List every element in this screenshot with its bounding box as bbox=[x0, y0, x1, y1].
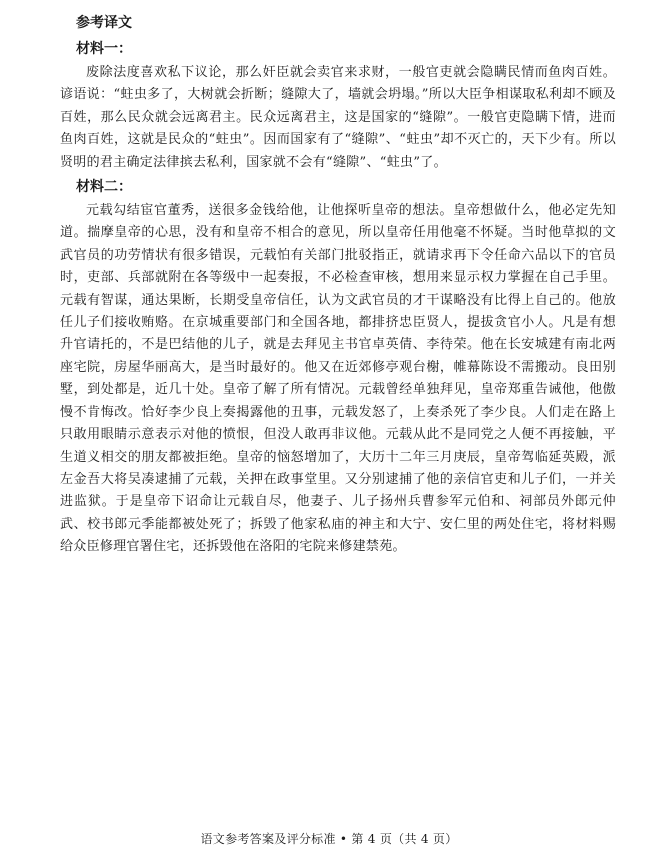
page-title: 参考译文 bbox=[76, 15, 132, 31]
section-1-label: 材料一： bbox=[76, 41, 132, 57]
document-page bbox=[60, 10, 616, 559]
section-2-paragraph: 元载勾结宦官董秀，送很多金钱给他，让他探听皇帝的想法。皇帝想做什么，他必定先知道。揣摩皇帝的心思，没有和皇帝不相合的意见，所以皇帝任用他毫不怀疑。当时他草拟的文武官员的功劳情状有很多错误，元载怕有关部门批驳指正，就请求再下令任命六品以下的官员时，吏部、兵部就附在各等级中一起奏报，不必检查审核，想用来显示权力掌握在自己手里。元载有智谋，通达果断，长期受皇帝信任，认为文武官员的才干谋略没有比得上自己的。他放任儿子们接收贿赂。在京城重要部门和全国各地，都排挤忠臣贤人，提拔贪官小人。凡是有想升官请托的，不是巴结他的儿子，就是去拜见主书官卓英倩、李待荣。他在长安城建有南北两座宅院，房屋华丽高大，是当时最好的。他又在近郊修亭观台榭，帷幕陈设不需搬动。良田别墅，到处都是，近几十处。皇帝了解了所有情况。元载曾经单独拜见，皇帝郑重告诫他，他傲慢不肯悔改。恰好李少良上奏揭露他的丑事，元载发怒了，上奏杀死了李少良。人们走在路上只敢用眼睛示意表示对他的愤恨，但没人敢再非议他。元载从此不是同党之人便不再接触，平生道义相交的朋友都被拒绝。皇帝的恼怒增加了，大历十二年三月庚辰，皇帝驾临延英殿，派左金吾大将吴凑逮捕了元载，关押在政事堂里。又分别逮捕了他的亲信官吏和儿子们，一并关进监狱。于是皇帝下诏命让元载自尽，他妻子、儿子扬州兵曹参军元伯和、祠部员外郎元仲武、校书郎元季能都被处死了；拆毁了他家私庙的神主和大宁、安仁里的两处住宅，将材料赐给众臣修理官署住宅，还拆毁他在洛阳的宅院来修建禁苑。 bbox=[60, 203, 616, 555]
section-2-label: 材料二： bbox=[76, 179, 132, 196]
page-footer: 语文参考答案及评分标准 • 第 4 页（共 4 页） bbox=[200, 832, 458, 846]
section-1-paragraph: 废除法度喜欢私下议论，那么奸臣就会卖官来求财，一般官吏就会隐瞒民情而鱼肉百姓。谚语说：“蛀虫多了，大树就会折断；缝隙大了，墙就会坍塌。”所以大臣争相谋取私利却不顾及百姓，那么民众就会远离君主。民众远离君主，这是国家的“缝隙”。一般官吏隐瞒下情，进而鱼肉百姓，这就是民众的“蛀虫”。因而国家有了“缝隙”、“蛀虫”却不灭亡的，天下少有。所以贤明的君主确定法律摈去私利，国家就不会有“缝隙”、“蛀虫”了。 bbox=[60, 65, 616, 170]
